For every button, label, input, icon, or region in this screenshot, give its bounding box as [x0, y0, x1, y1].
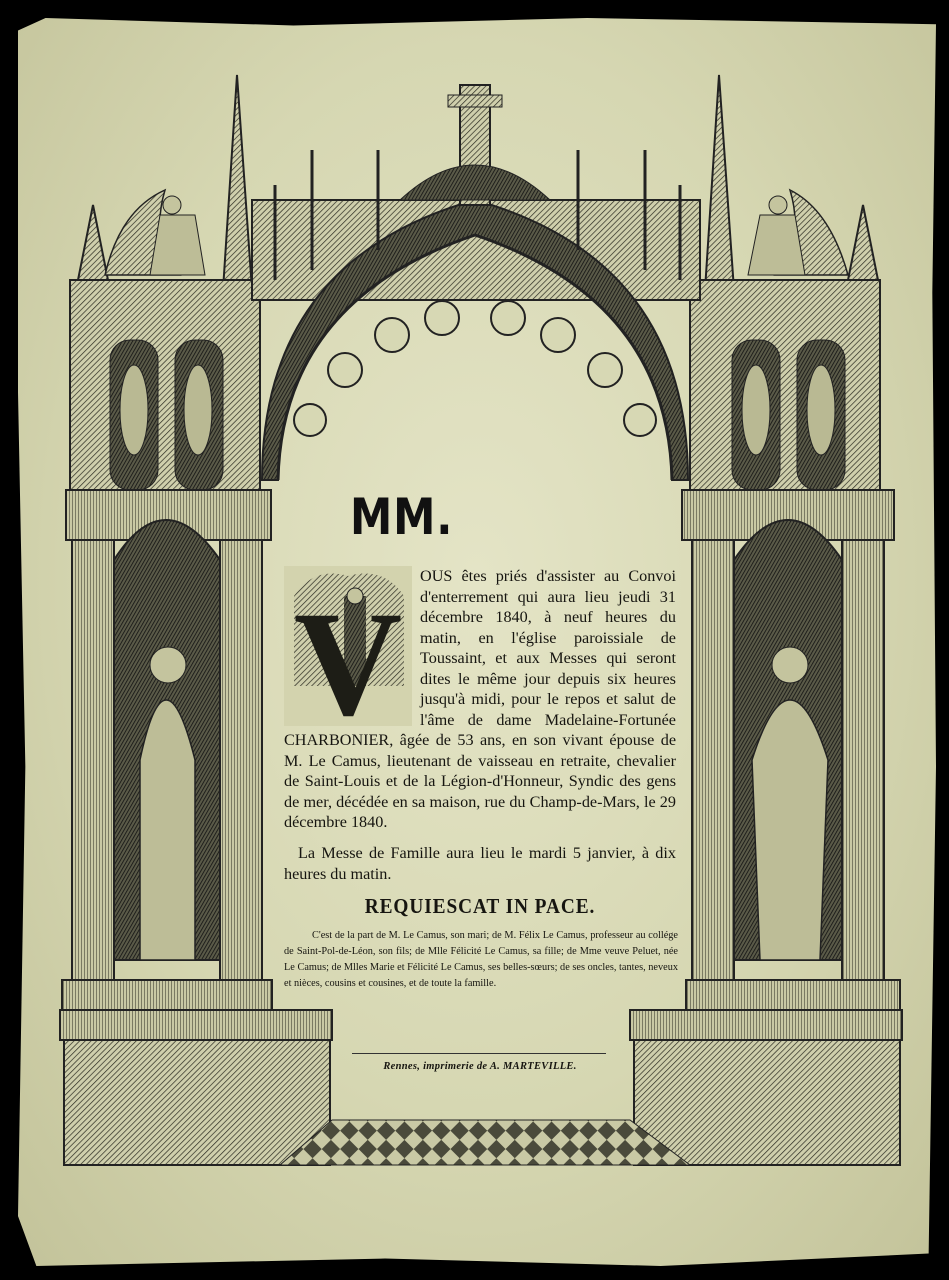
- left-angel: [105, 190, 205, 275]
- right-angel: [748, 190, 848, 275]
- requiem-title: REQUIESCAT IN PACE.: [364, 894, 596, 918]
- printer-credit: Rennes, imprimerie de A. MARTEVILLE.: [383, 1061, 577, 1072]
- family-notice: C'est de la part de M. Le Camus, son mari; de M. Félix Le Camus, professeur au collége de Saint-Pol-de-Léon, son fils; de Mlle Félicité Le Camus, sa fille; de Mme veuve Peluet, née Le Camus; de Mlles Marie et Félicité Le Camus, ses belles-sœurs; de ses oncles, tantes, neveux et nièces, cousins et cousines, et de toute la famille.: [284, 930, 678, 989]
- checkered-floor: [280, 1120, 690, 1165]
- right-pedestal: [630, 1010, 902, 1165]
- family-mass-paragraph: La Messe de Famille aura lieu le mardi 5 janvier, à dix heures du matin.: [284, 844, 676, 883]
- announcement-text: OUS êtes priés d'assister au Convoi d'enterrement qui aura lieu jeudi 31 décembre 1840, à neuf heures du matin, en l'église paroissiale de Toussaint, et aux Messes qui seront dites le même jour depuis six heures jusqu'à midi, pour le repos et salut de l'âme de dame Madelaine-Fortunée CHARBONIER, âgée de 53 ans, en son vivant épouse de M. Le Camus, lieutenant de vaisseau en retraite, chevalier de Saint-Louis et de la Légion-d'Honneur, Syndic des gens de mer, décédée en sa maison, rue du Champ-de-Mars, le 29 décembre 1840.: [284, 567, 676, 831]
- printer-rule: [352, 1053, 606, 1054]
- announcement-paragraph: [284, 566, 676, 833]
- left-pedestal: [60, 1010, 332, 1165]
- page-title: MM.: [350, 488, 454, 546]
- gothic-arch: [252, 85, 700, 480]
- drop-cap-v-illustration: [284, 566, 412, 726]
- drop-cap-letter: V: [293, 581, 403, 726]
